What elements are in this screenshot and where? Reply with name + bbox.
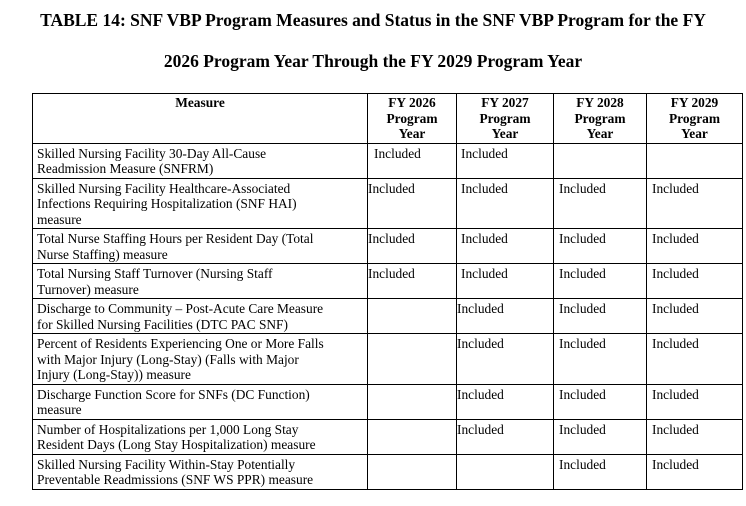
table-row (33, 454, 743, 489)
status-fy2027: Included (457, 178, 554, 229)
header-fy2027-line2: Program (479, 110, 531, 126)
measure-line: Resident Days (Long Stay Hospitalization) measure (37, 437, 316, 452)
measure-line: with Major Injury (Long-Stay) (Falls with Major (37, 351, 299, 367)
status-fy2029: Included (647, 229, 743, 264)
header-fy2027 (457, 94, 554, 144)
measures-table (32, 93, 743, 490)
header-fy2028-line2: Program (574, 110, 626, 126)
measure-line: Discharge Function Score for SNFs (DC Function) (37, 386, 310, 402)
measure-line: Turnover) measure (37, 281, 139, 297)
header-fy2027-line3: Year (491, 126, 519, 141)
measure-cell (33, 264, 368, 299)
table-row (33, 143, 743, 178)
status-fy2028: Included (554, 384, 647, 419)
measure-line: measure (37, 211, 82, 227)
measure-line: Skilled Nursing Facility 30-Day All-Cause (37, 145, 267, 161)
status-fy2027: Included (457, 143, 554, 178)
status-fy2027: Included (457, 264, 554, 299)
measure-line: Total Nurse Staffing Hours per Resident Day (Total (37, 231, 314, 246)
table-title-line-2: 2026 Program Year Through the FY 2029 Program Year (163, 51, 583, 71)
measure-line: Readmission Measure (SNFRM) (37, 161, 214, 176)
measure-line: Infections Requiring Hospitalization (SNF HAI) (37, 196, 297, 211)
header-fy2026-line1: FY 2026 (388, 95, 436, 110)
status-fy2028 (554, 143, 647, 178)
measure-cell (33, 178, 368, 229)
measure-cell (33, 299, 368, 334)
status-fy2029: Included (647, 334, 743, 385)
status-fy2029: Included (647, 419, 743, 454)
status-fy2026 (368, 334, 457, 385)
header-fy2029-line3: Year (681, 126, 708, 141)
status-fy2028: Included (554, 454, 647, 489)
measure-line: measure (37, 402, 82, 417)
measure-line: Preventable Readmissions (SNF WS PPR) measure (37, 472, 314, 487)
status-fy2028: Included (554, 178, 647, 229)
status-fy2026 (368, 384, 457, 419)
status-fy2027: Included (457, 229, 554, 264)
measure-cell (33, 419, 368, 454)
status-fy2027 (457, 454, 554, 489)
status-fy2026 (368, 419, 457, 454)
status-fy2028: Included (554, 334, 647, 385)
status-fy2029: Included (647, 264, 743, 299)
status-fy2027: Included (457, 384, 554, 419)
status-fy2029: Included (647, 454, 743, 489)
table-row (33, 299, 743, 334)
status-fy2026 (368, 299, 457, 334)
header-fy2027-line1: FY 2027 (481, 95, 529, 110)
status-fy2027: Included (457, 419, 554, 454)
header-fy2026 (368, 94, 457, 144)
table-row (33, 178, 743, 229)
status-fy2026: Included (368, 143, 457, 178)
measure-cell (33, 334, 368, 385)
status-fy2029 (647, 143, 743, 178)
header-fy2026-line2: Program (386, 110, 438, 126)
header-fy2028-line1: FY 2028 (576, 95, 624, 110)
measure-cell (33, 143, 368, 178)
status-fy2028: Included (554, 419, 647, 454)
table-row (33, 334, 743, 385)
status-fy2027: Included (457, 299, 554, 334)
header-measure-label: Measure (175, 95, 225, 110)
measure-cell (33, 384, 368, 419)
measure-cell (33, 454, 368, 489)
table-title-line-1: TABLE 14: SNF VBP Program Measures and Status in the SNF VBP Program for the FY (40, 10, 706, 30)
table-row (33, 264, 743, 299)
header-row (33, 94, 743, 144)
header-fy2028-line3: Year (586, 126, 614, 141)
status-fy2029: Included (647, 384, 743, 419)
status-fy2027: Included (457, 334, 554, 385)
measure-cell (33, 229, 368, 264)
table-row (33, 419, 743, 454)
measure-line: Percent of Residents Experiencing One or More Falls (37, 336, 324, 351)
status-fy2028: Included (554, 229, 647, 264)
header-fy2029-line1: FY 2029 (670, 95, 719, 110)
status-fy2026: Included (368, 264, 457, 299)
status-fy2029: Included (647, 178, 743, 229)
status-fy2026: Included (368, 229, 457, 264)
header-fy2026-line3: Year (398, 126, 426, 141)
measure-line: Skilled Nursing Facility Healthcare-Associated (37, 180, 291, 196)
measure-line: Skilled Nursing Facility Within-Stay Potentially (37, 456, 296, 472)
status-fy2026 (368, 454, 457, 489)
table-row (33, 229, 743, 264)
measure-line: Injury (Long-Stay)) measure (37, 367, 191, 382)
status-fy2028: Included (554, 299, 647, 334)
measure-line: Nurse Staffing) measure (37, 246, 168, 262)
measure-line: Number of Hospitalizations per 1,000 Long Stay (37, 421, 299, 437)
status-fy2026: Included (368, 178, 457, 229)
measure-line: Discharge to Community – Post-Acute Care Measure (37, 301, 324, 316)
header-fy2029 (647, 94, 743, 144)
table-row (33, 384, 743, 419)
header-fy2029-line2: Program (668, 110, 721, 126)
header-measure (33, 94, 368, 144)
status-fy2028: Included (554, 264, 647, 299)
measure-line: Total Nursing Staff Turnover (Nursing Staff (37, 266, 273, 281)
measure-line: for Skilled Nursing Facilities (DTC PAC SNF) (37, 316, 288, 332)
status-fy2029: Included (647, 299, 743, 334)
header-fy2028 (554, 94, 647, 144)
